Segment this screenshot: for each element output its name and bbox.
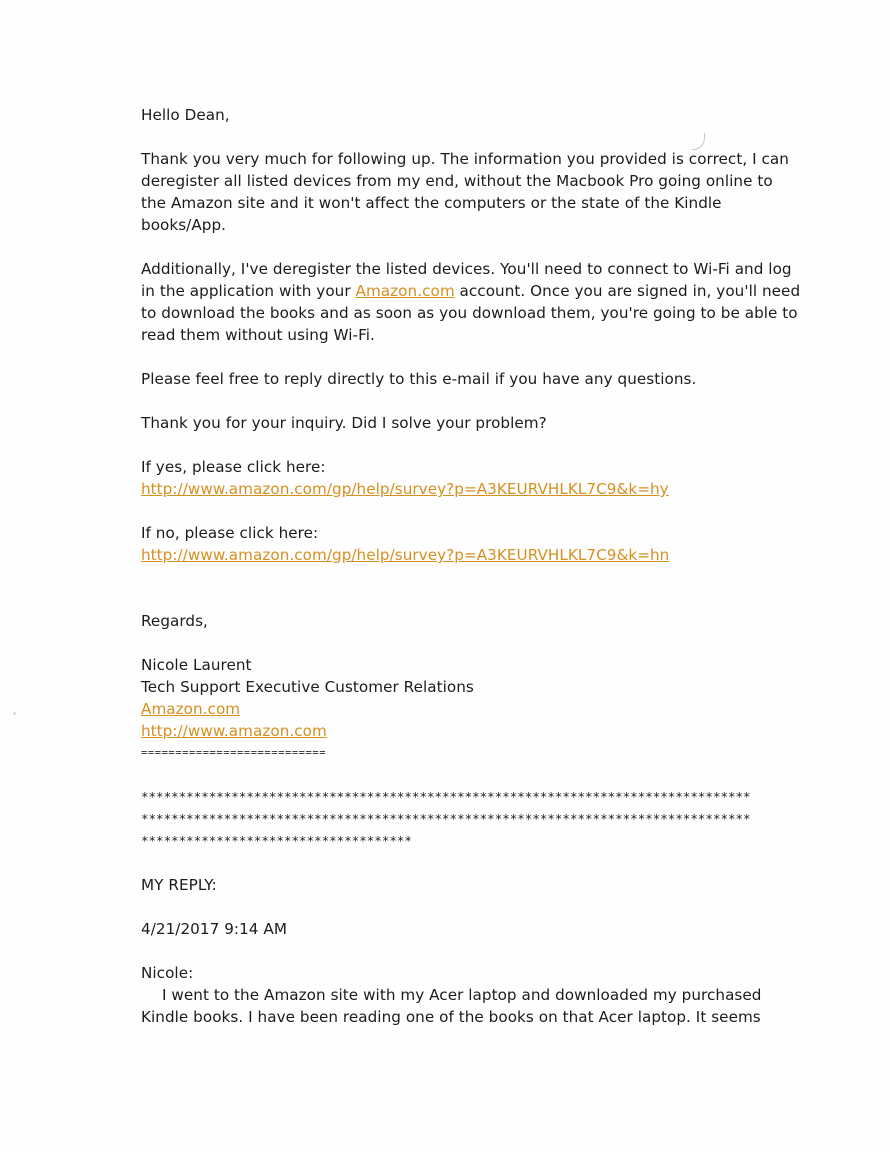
- reply-heading: MY REPLY:: [141, 876, 217, 894]
- no-survey-link[interactable]: http://www.amazon.com/gp/help/survey?p=A3KEURVHLKL7C9&k=hn: [141, 546, 670, 564]
- signature-company-link[interactable]: Amazon.com: [141, 700, 241, 718]
- asterisk-line-1: *********************************************************************************: [141, 789, 751, 804]
- reply-body-line-1: I went to the Amazon site with my Acer laptop and downloaded my purchased: [162, 986, 762, 1004]
- asterisk-line-2: *********************************************************************************: [141, 811, 751, 826]
- yes-survey-block: [141, 456, 801, 500]
- asterisk-line-3: ************************************: [141, 833, 412, 848]
- reply-timestamp: 4/21/2017 9:14 AM: [141, 920, 287, 938]
- reply-body-line-2: Kindle books. I have been reading one of the books on that Acer laptop. It seems: [141, 1008, 761, 1026]
- paragraph-inquiry: Thank you for your inquiry. Did I solve your problem?: [141, 414, 547, 432]
- signature-website-link[interactable]: http://www.amazon.com: [141, 722, 327, 740]
- yes-prompt: If yes, please click here:: [141, 458, 326, 476]
- instructions-text-end: account. Once you are signed in, you'll need to download the books and as soon as you download them, you're going to be able to read them without using Wi-Fi.: [141, 282, 801, 344]
- no-survey-block: [141, 522, 801, 566]
- signature-title: Tech Support Executive Customer Relations: [141, 678, 474, 696]
- email-document: [141, 104, 801, 1028]
- closing: Regards,: [141, 612, 208, 630]
- instructions-text-start: Additionally, I've deregister the listed devices. You'll need to connect to Wi-Fi and log in the application with your: [141, 260, 792, 300]
- signature-name: Nicole Laurent: [141, 656, 252, 674]
- amazon-account-link[interactable]: Amazon.com: [355, 282, 455, 300]
- asterisk-separator: [141, 786, 801, 852]
- yes-survey-link[interactable]: http://www.amazon.com/gp/help/survey?p=A3KEURVHLKL7C9&k=hy: [141, 480, 669, 498]
- paragraph-confirmation: Thank you very much for following up. The information you provided is correct, I can deregister all listed devices from my end, without the Macbook Pro going online to the Amazon site and it won't affect the computers or the state of the Kindle books/App.: [141, 150, 789, 234]
- no-prompt: If no, please click here:: [141, 524, 319, 542]
- paragraph-instructions: [141, 258, 801, 346]
- scan-speck: [13, 712, 16, 715]
- reply-salutation: Nicole:: [141, 964, 194, 982]
- greeting: Hello Dean,: [141, 106, 230, 124]
- signature-block: [141, 654, 801, 764]
- equals-divider: ===========================: [141, 747, 327, 759]
- paragraph-reply-invite: Please feel free to reply directly to this e-mail if you have any questions.: [141, 370, 697, 388]
- reply-body: [141, 962, 801, 1028]
